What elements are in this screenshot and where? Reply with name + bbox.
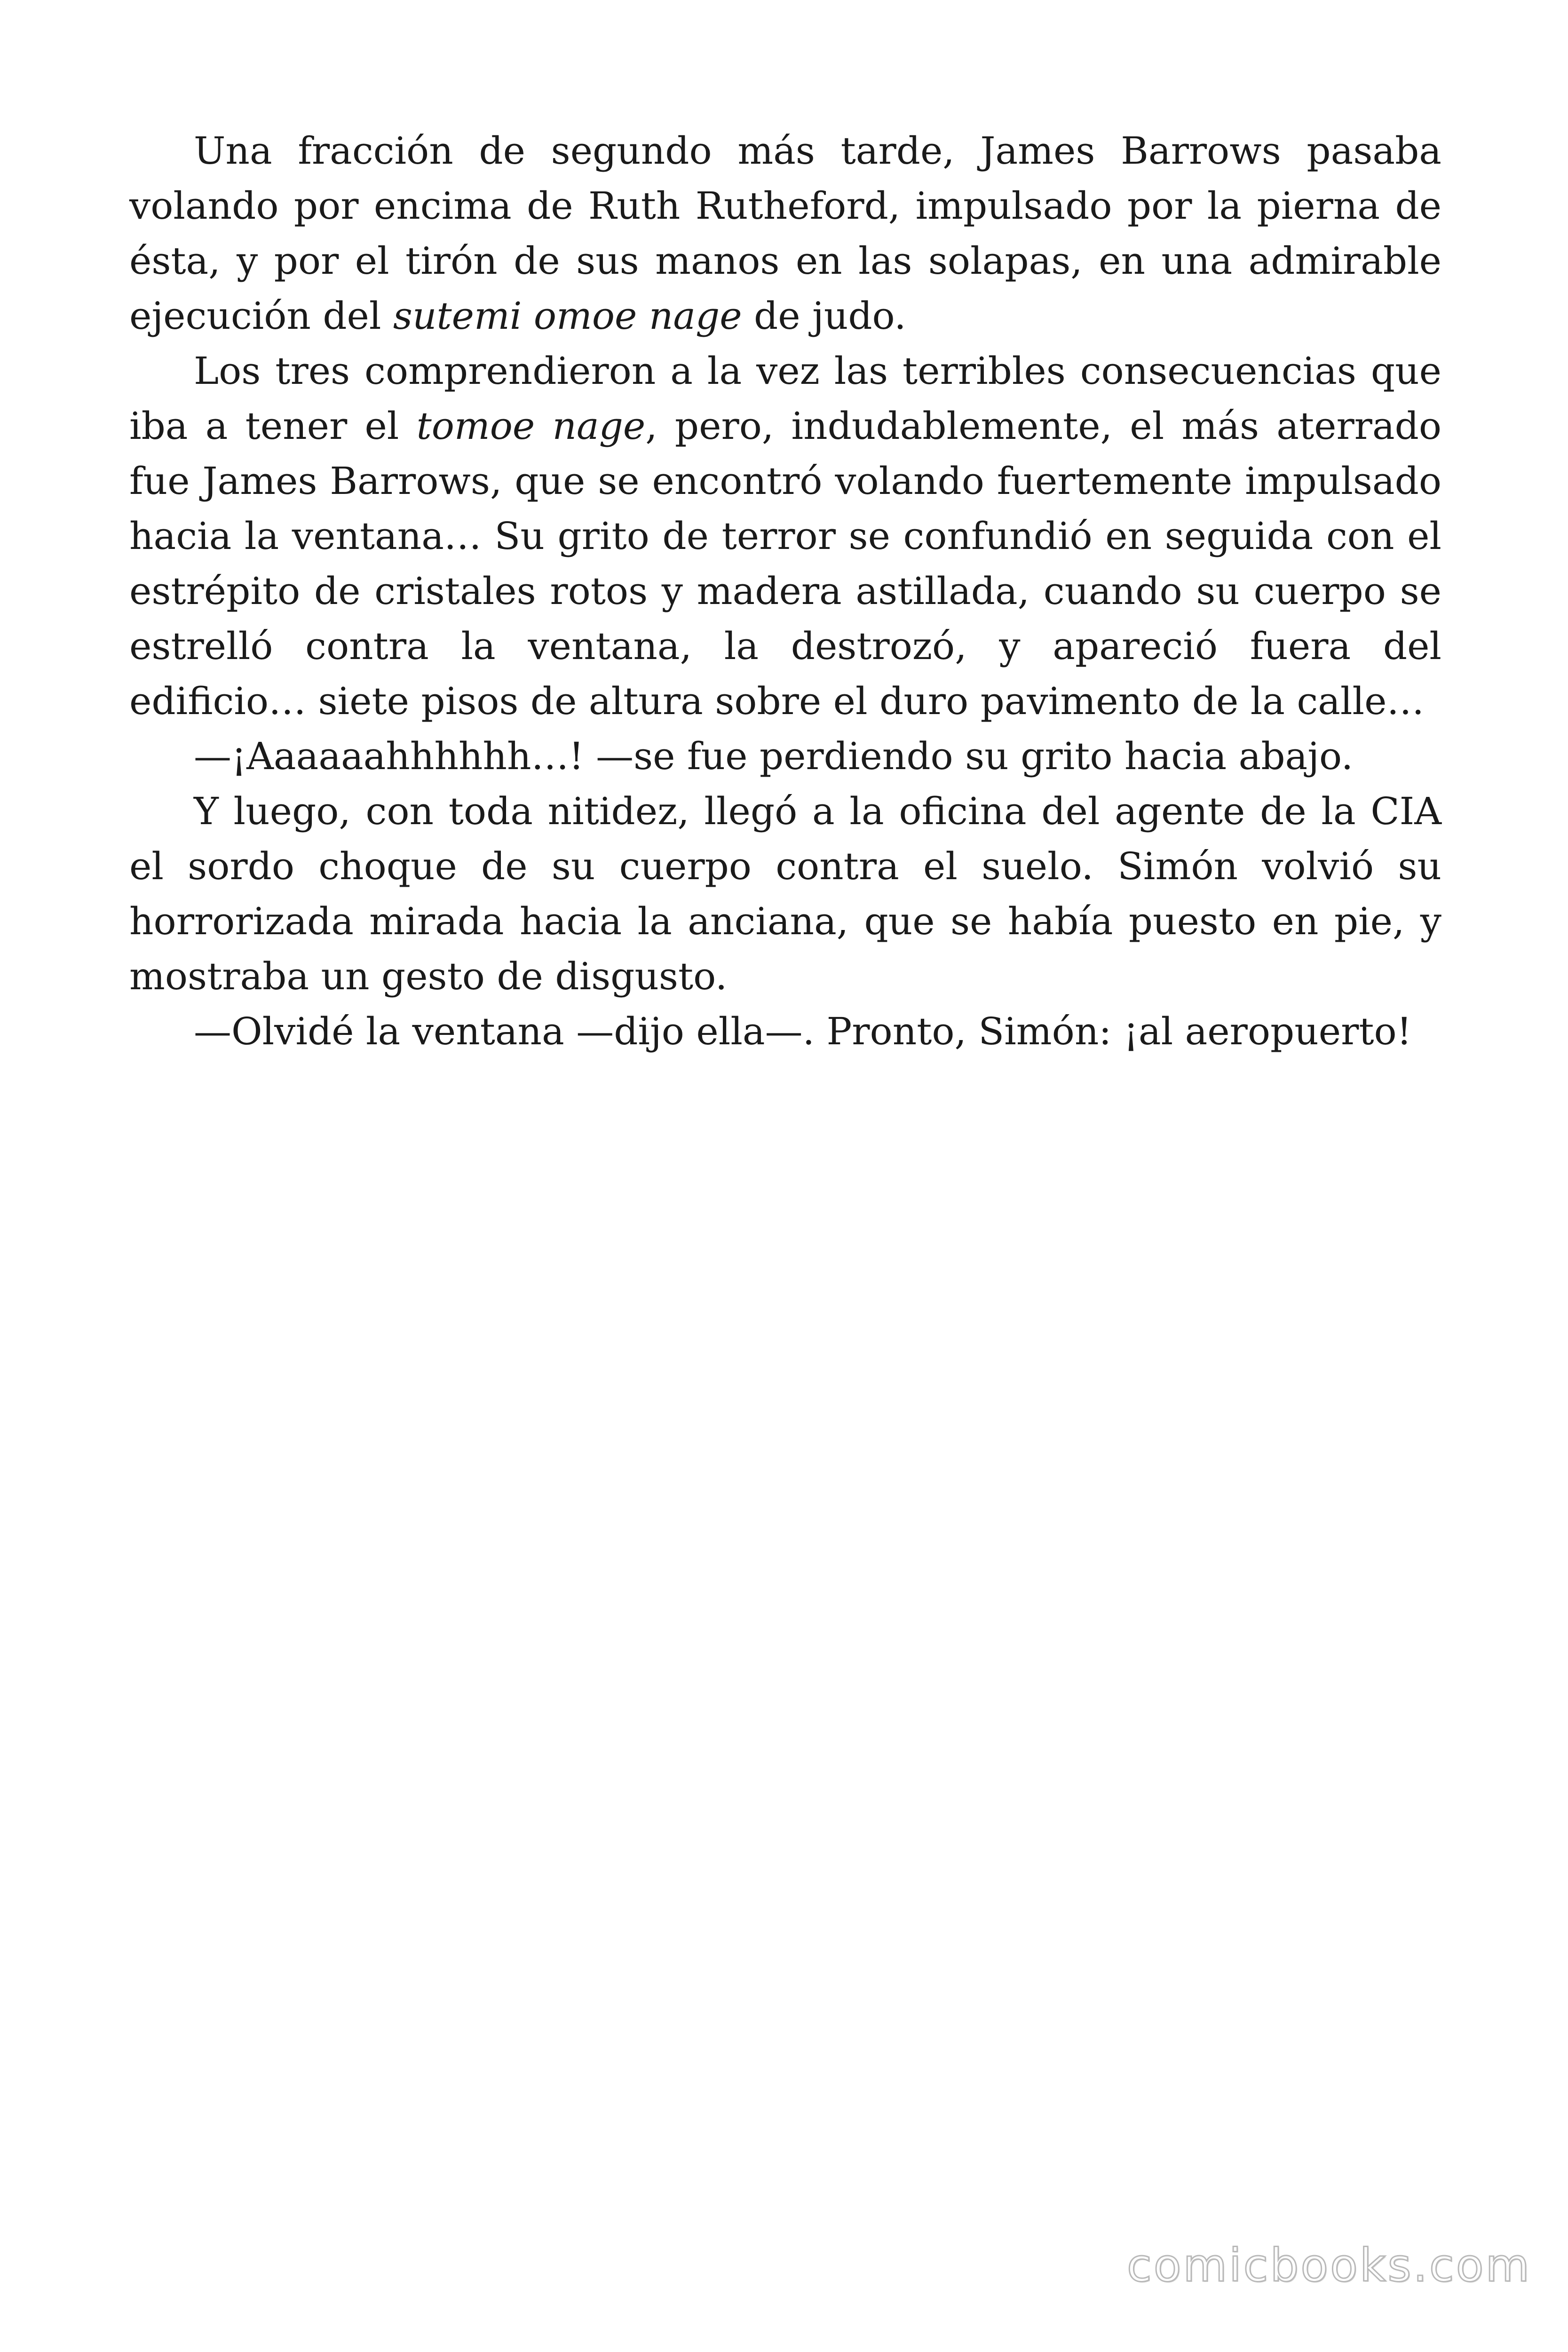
paragraph-1 bbox=[129, 123, 1441, 343]
paragraph-4-text: Y luego, con toda nitidez, llegó a la oficina del agente de la CIA el sordo choque de su cuerpo contra el suelo. Simón volvió su horrorizada mirada hacia la anciana, que se había puesto en pie, y mostraba un gesto de disgusto. bbox=[129, 789, 1441, 998]
judo-throw-italic: tomoe nage bbox=[416, 404, 646, 448]
paragraph-1-text: Una fracción de segundo más tarde, James Barrows pasaba volando por encima de Ruth Rutheford, impulsado por la pierna de ésta, y por el tirón de sus manos en las solapas, en una admirable ejecución del bbox=[129, 129, 1441, 338]
paragraph-5-text: —Olvidé la ventana —dijo ella—. Pronto, Simón: ¡al aeropuerto! bbox=[194, 1009, 1412, 1053]
judo-technique-italic: sutemi omoe nage bbox=[393, 294, 742, 338]
paragraph-5 bbox=[129, 1004, 1441, 1059]
paragraph-2-text: Los tres comprendieron a la vez las terribles consecuencias que iba a tener el bbox=[129, 349, 1441, 448]
paragraph-1-text-end: de judo. bbox=[742, 294, 906, 338]
paragraph-2-text-end: , pero, indudablemente, el más aterrado fue James Barrows, que se encontró volando fuertemente impulsado hacia la ventana… Su grito de terror se confundió en seguida con el estrépito de cristales rotos y madera astillada, cuando su cuerpo se estrelló contra la ventana, la destrozó, y apareció fuera del edificio… siete pisos de altura sobre el duro pavimento de la calle… bbox=[129, 404, 1441, 723]
paragraph-2 bbox=[129, 343, 1441, 729]
paragraph-3 bbox=[129, 729, 1441, 784]
body-text bbox=[129, 123, 1441, 1059]
watermark-logo: comicbooks.com bbox=[1126, 2239, 1531, 2292]
paragraph-4 bbox=[129, 784, 1441, 1004]
paragraph-3-text: —¡Aaaaaahhhhhh…! —se fue perdiendo su grito hacia abajo. bbox=[194, 734, 1354, 778]
